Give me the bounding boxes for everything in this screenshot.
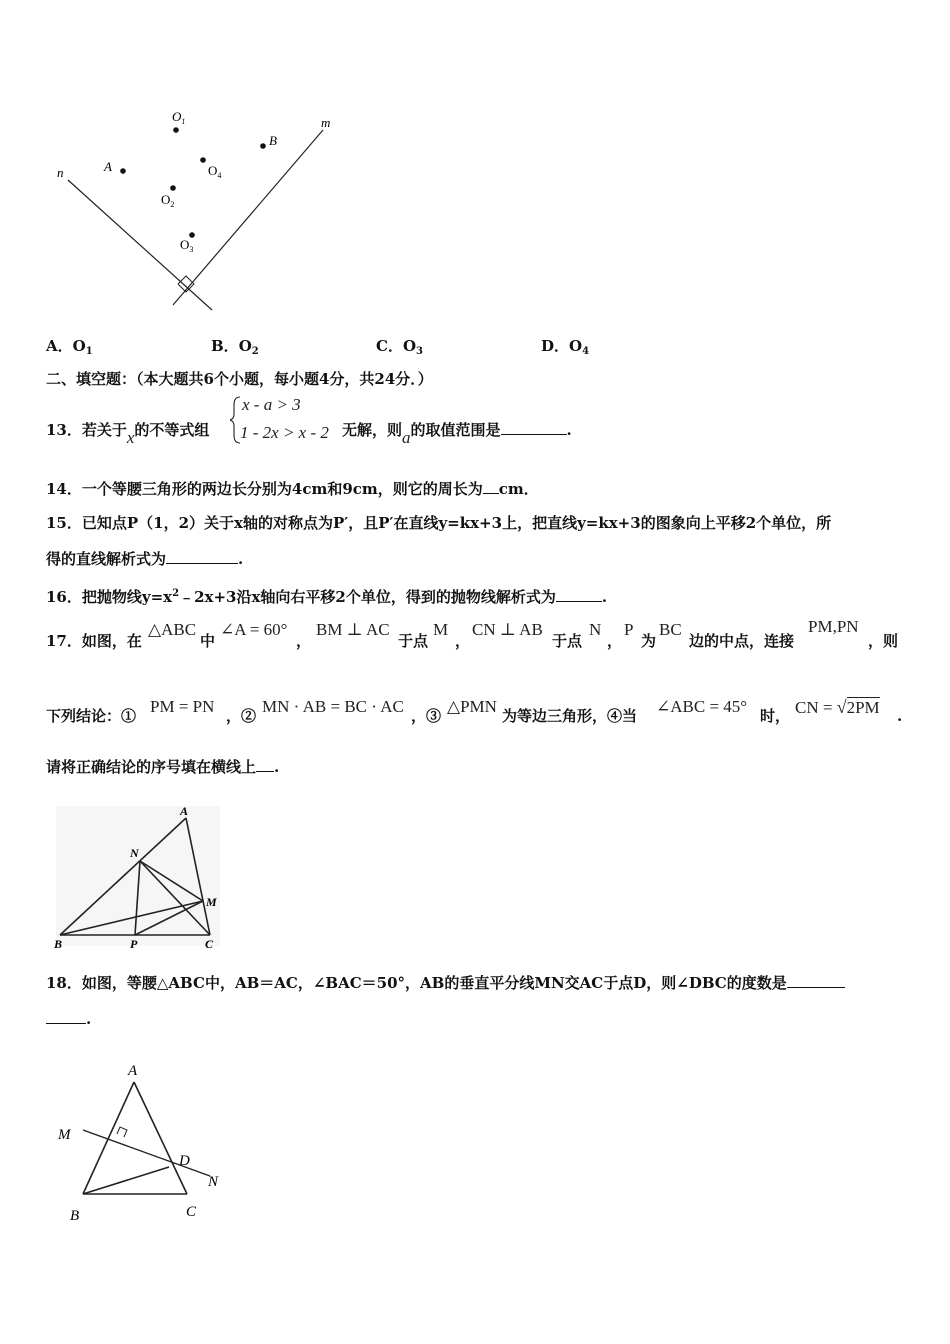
q17-m2: ∠A = 60° [220, 620, 288, 639]
q17-l2-m4: ∠ABC = 45° [656, 697, 748, 716]
label-O2: $O_2$ [161, 192, 175, 209]
q17-l2-m5: CN = √2PM [795, 697, 880, 717]
q17-m7: P [624, 620, 634, 639]
label-O1: $O_1$ [172, 109, 186, 126]
q17-l2-p3: ，③ [411, 707, 442, 725]
point-A [120, 168, 126, 174]
q17-m1: △ABC [148, 620, 197, 639]
q17-l2-p1: 下列结论：① [46, 707, 137, 725]
q17-m3: BM ⊥ AC [316, 620, 390, 639]
fig18-label-M: M [58, 1127, 71, 1143]
fig18-label-B: B [70, 1208, 80, 1224]
fig17-label-C: C [205, 937, 214, 951]
q13-answer-blank[interactable] [501, 420, 567, 435]
q17-p10: ，则 [868, 632, 899, 650]
q17-m5: CN ⊥ AB [472, 620, 543, 639]
label-O3: $O_3$ [180, 237, 194, 254]
q17-p5: ， [455, 632, 471, 650]
q13-var-a: a [402, 428, 411, 447]
q17-p9: 边的中点，连接 [689, 632, 795, 650]
q14-text: 14．一个等腰三角形的两边长分别为4cm和9cm，则它的周长为 cm． [46, 480, 539, 498]
q17-l2-p2: ，② [226, 707, 257, 725]
point-O4 [200, 157, 206, 163]
q17-m9: PM,PN [808, 617, 859, 636]
q18-answer-blank-2[interactable] [46, 1009, 86, 1024]
q13-text-2: 无解，则a的取值范围是 . [342, 421, 572, 447]
q17-l2-p4: 为等边三角形，④当 [502, 707, 638, 725]
q17-p6: 于点 [552, 632, 583, 650]
q17-answer-blank[interactable] [256, 757, 274, 772]
q15-line1: 15．已知点P（1，2）关于x轴的对称点为P′，且P′在直线y=kx+3上，把直线y=kx+3的图象向上平移2个单位，所 [46, 514, 832, 532]
q17-l2-p5: 时， [760, 707, 791, 725]
q18-line1: 18．如图，等腰△ABC中，AB＝AC，∠BAC＝50°，AB的垂直平分线MN交AC于点D，则∠DBC的度数是 [46, 973, 845, 993]
fig18-label-C: C [186, 1204, 197, 1220]
sqrt-symbol: √ [836, 697, 847, 717]
label-O4: $O_4$ [208, 163, 222, 180]
q17-p2: 中 [200, 632, 216, 650]
fig17-label-M: M [206, 895, 217, 909]
q17-l2-m1: PM = PN [150, 697, 215, 716]
fig18-label-D: D [179, 1153, 190, 1169]
q17-p8: 为 [641, 632, 657, 650]
option-c[interactable]: C．$O_3$ [376, 337, 423, 357]
q17-m6: N [589, 620, 602, 639]
fig17-label-P: P [130, 937, 138, 951]
fig17-label-N: N [130, 846, 139, 860]
label-m: m [321, 115, 331, 130]
q17-l2-end: . [897, 707, 903, 725]
q13-ineq2: 1 - 2x > x - 2 [240, 423, 329, 442]
q16-answer-blank[interactable] [556, 587, 602, 602]
fig18-label-A: A [128, 1063, 138, 1079]
q17-line3: 请将正确结论的序号填在横线上 . [46, 758, 280, 776]
option-b[interactable]: B．$O_2$ [211, 337, 259, 357]
q13-ineq1: x - a > 3 [242, 395, 301, 414]
figure-q18-triangle [50, 1055, 240, 1230]
point-O1 [173, 127, 179, 133]
option-a[interactable]: A．$O_1$ [46, 337, 93, 357]
fig17-label-B: B [54, 937, 63, 951]
q17-l2-m3: △PMN [447, 697, 497, 716]
figure-lines-mn [40, 100, 360, 320]
point-O3 [189, 232, 195, 238]
figure-q17-triangle [50, 800, 230, 955]
q17-p4: 于点 [398, 632, 429, 650]
fig18-label-N: N [208, 1174, 219, 1190]
label-A: A [104, 159, 112, 174]
q17-m4: M [433, 620, 449, 639]
section-heading: 二、填空题：（本大题共6个小题，每小题4分，共24分．） [46, 370, 433, 388]
q17-m8: BC [659, 620, 682, 639]
label-n: n [57, 165, 64, 180]
q17-l2-m2: MN · AB = BC · AC [262, 697, 404, 716]
q17-p3: ， [296, 632, 312, 650]
line-m [173, 130, 323, 305]
q13-text: 13．若关于x的不等式组 [46, 421, 210, 447]
q18-answer-blank-1[interactable] [787, 973, 845, 988]
point-O2 [170, 185, 176, 191]
label-B: B [269, 133, 277, 148]
point-B [260, 143, 266, 149]
q15-line2: 得的直线解析式为 . [46, 550, 244, 568]
q13-var-x: x [126, 428, 135, 447]
option-d[interactable]: D．$O_4$ [541, 337, 590, 357]
fig17-label-A: A [180, 804, 189, 818]
q18-line2: . [46, 1009, 91, 1029]
q16-text: 16．把抛物线$y=x^2﹣2x+3$沿x轴向右平移2个单位，得到的抛物线解析式为 . [46, 588, 608, 606]
q15-answer-blank[interactable] [166, 549, 238, 564]
q17-p7: ， [607, 632, 623, 650]
q17-p1: 17．如图，在 [46, 632, 142, 650]
q14-answer-blank[interactable] [483, 479, 499, 494]
